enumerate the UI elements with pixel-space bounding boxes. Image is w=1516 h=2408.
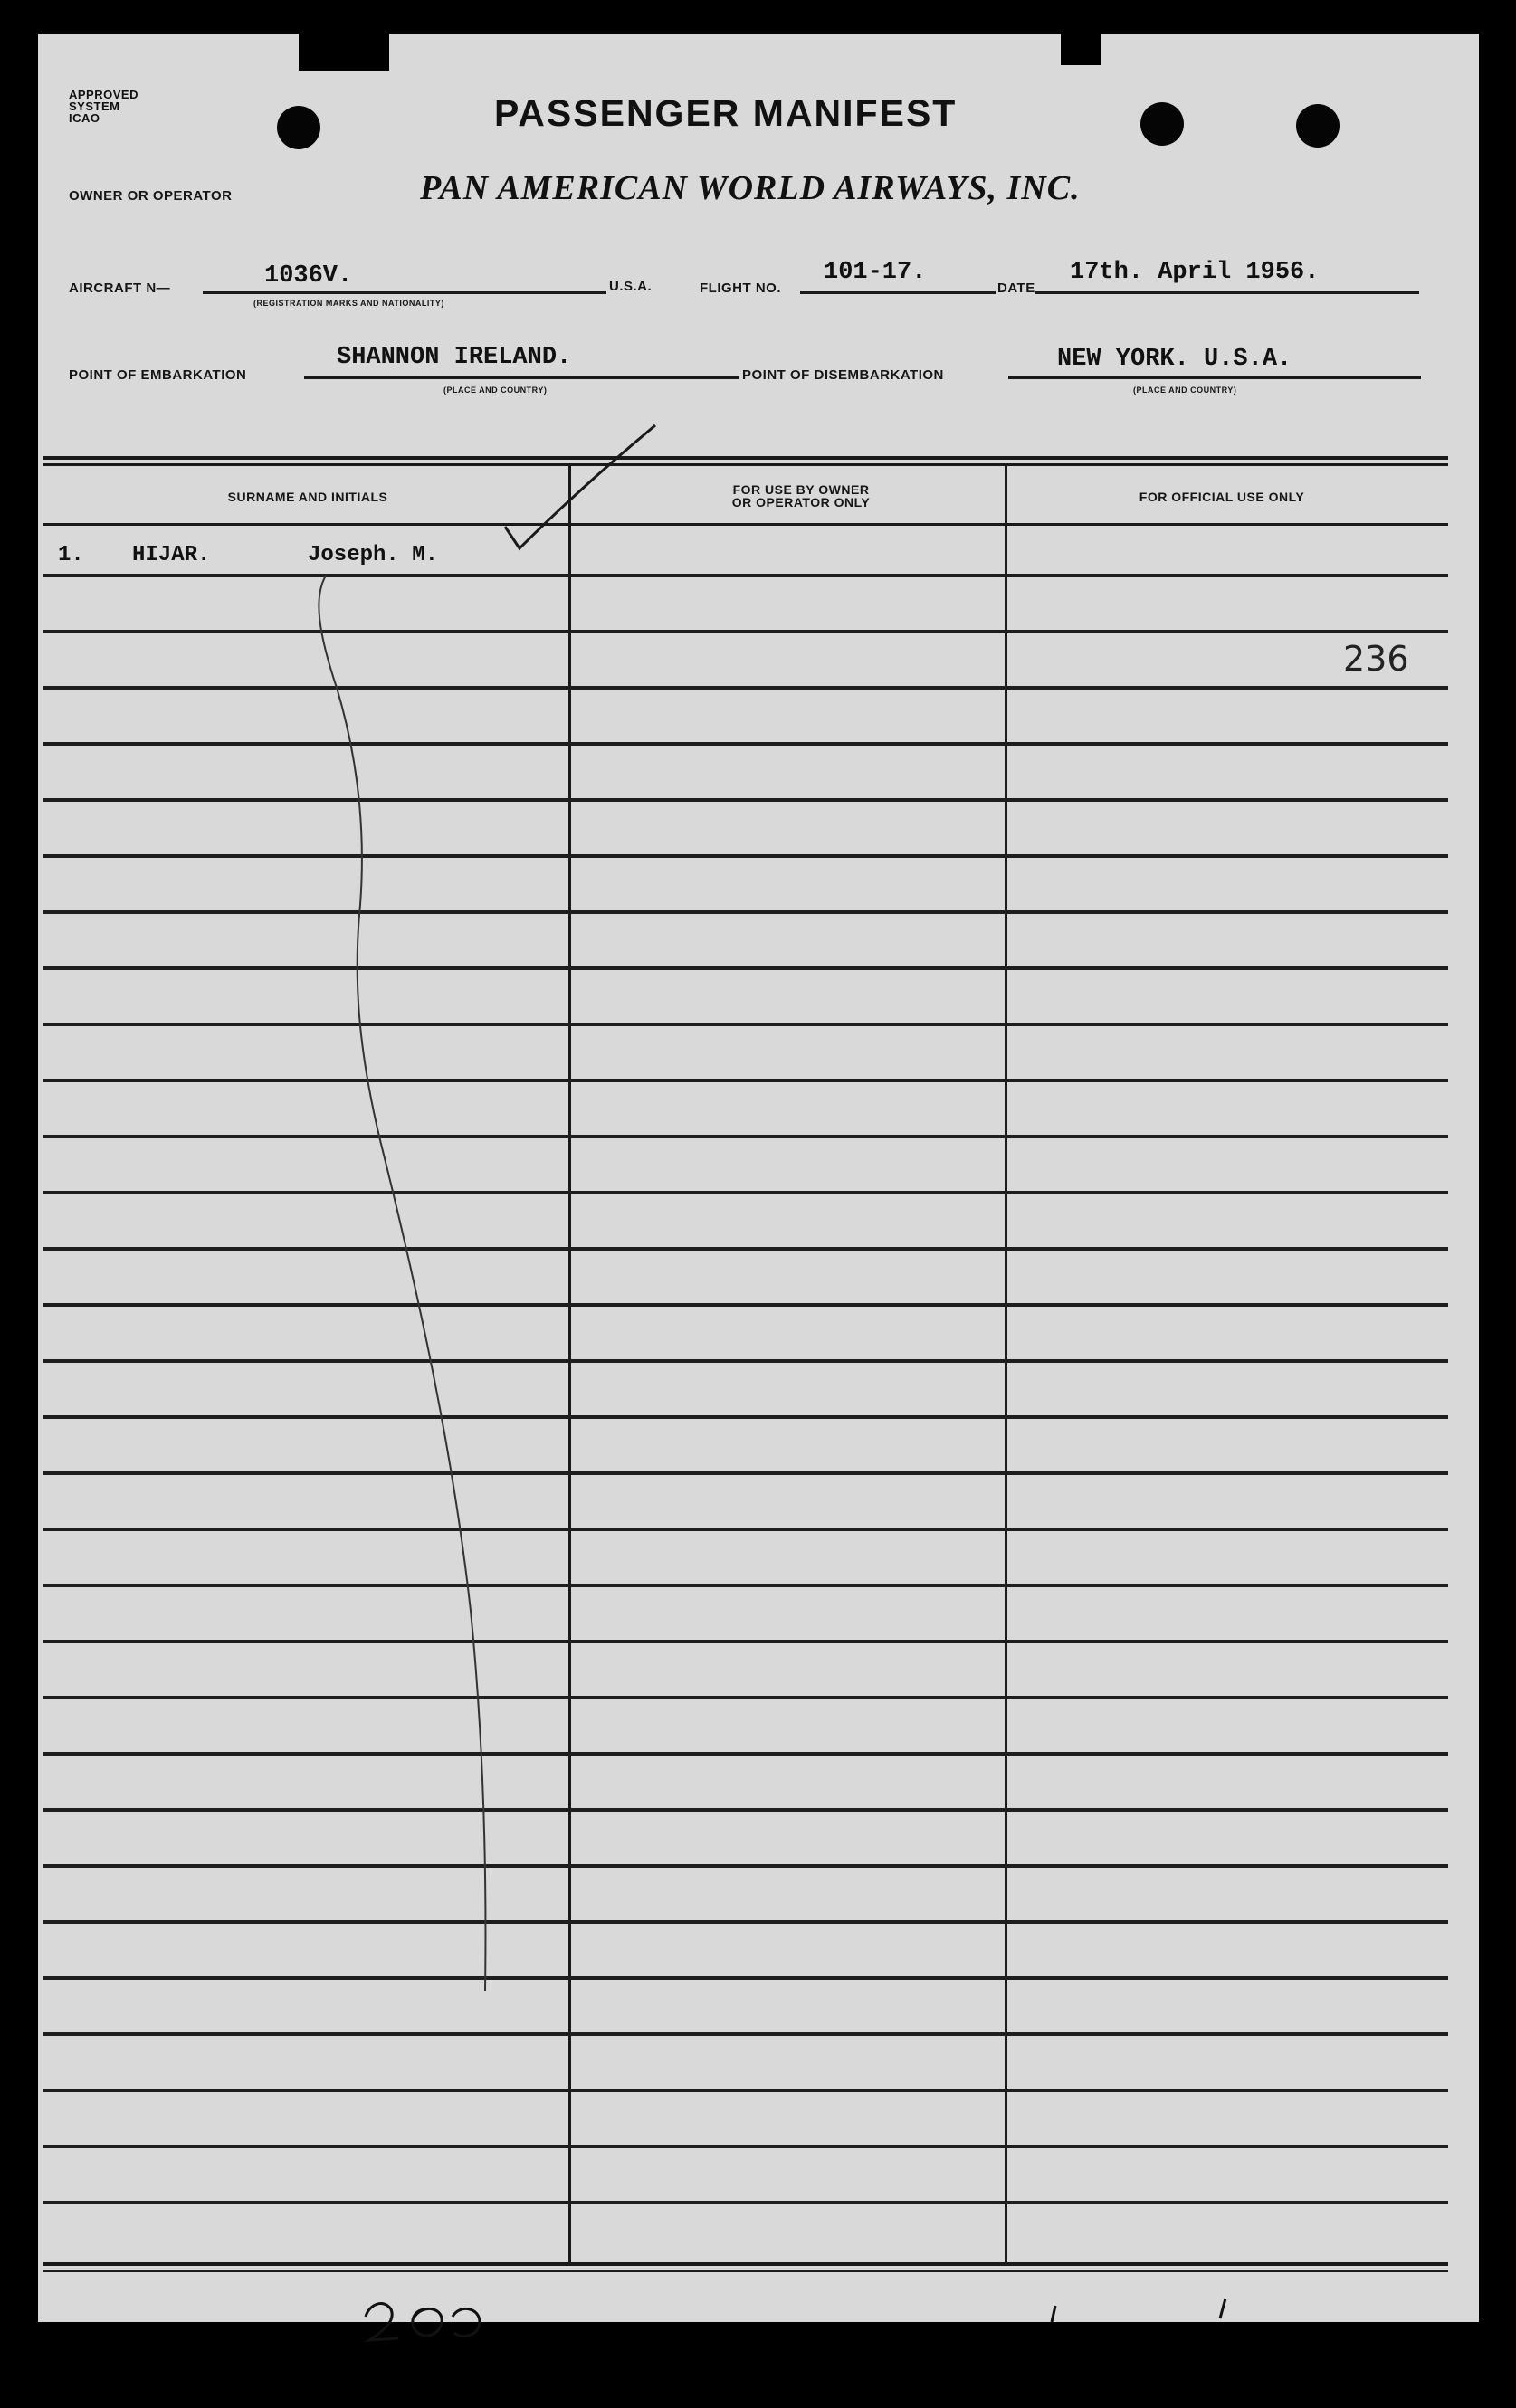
column-header-official: FOR OFFICIAL USE ONLY	[1139, 490, 1305, 504]
pencil-stroke	[319, 576, 485, 1991]
date-label: DATE	[997, 281, 1035, 296]
aircraft-label: AIRCRAFT N—	[69, 281, 171, 296]
owner-value: PAN AMERICAN WORLD AIRWAYS, INC.	[420, 169, 1081, 207]
embark-value: SHANNON IRELAND.	[337, 344, 572, 371]
approval-line: ICAO	[69, 111, 100, 125]
flight-value: 101-17.	[824, 259, 927, 286]
usa-label: U.S.A.	[609, 279, 653, 294]
owner-label: OWNER OR OPERATOR	[69, 188, 233, 204]
stamp-number: 236	[1343, 639, 1409, 679]
approval-line: APPROVED	[69, 88, 138, 101]
column-header-surname: SURNAME AND INITIALS	[227, 490, 388, 504]
date-value: 17th. April 1956.	[1070, 259, 1320, 286]
checkmark-icon	[505, 425, 655, 548]
page-title: PASSENGER MANIFEST	[494, 92, 958, 134]
disembark-value: NEW YORK. U.S.A.	[1057, 346, 1292, 373]
handwritten-tick	[1220, 2299, 1225, 2318]
handwritten-mark	[366, 2304, 480, 2340]
flight-label: FLIGHT NO.	[700, 281, 781, 296]
column-header-line: OR OPERATOR ONLY	[731, 495, 871, 509]
handwritten-tick	[1052, 2306, 1055, 2322]
disembark-sublabel: (PLACE AND COUNTRY)	[1133, 385, 1237, 395]
passenger-surname: HIJAR.	[132, 543, 211, 567]
passenger-initials: Joseph. M.	[308, 543, 439, 567]
embark-label: POINT OF EMBARKATION	[69, 367, 247, 383]
embark-sublabel: (PLACE AND COUNTRY)	[443, 385, 548, 395]
passenger-number: 1.	[58, 543, 84, 567]
disembark-label: POINT OF DISEMBARKATION	[742, 367, 944, 383]
column-header-line: FOR USE BY OWNER	[732, 482, 870, 497]
approval-line: SYSTEM	[69, 100, 120, 113]
aircraft-value: 1036V.	[264, 262, 353, 290]
aircraft-sublabel: (REGISTRATION MARKS AND NATIONALITY)	[253, 299, 444, 308]
